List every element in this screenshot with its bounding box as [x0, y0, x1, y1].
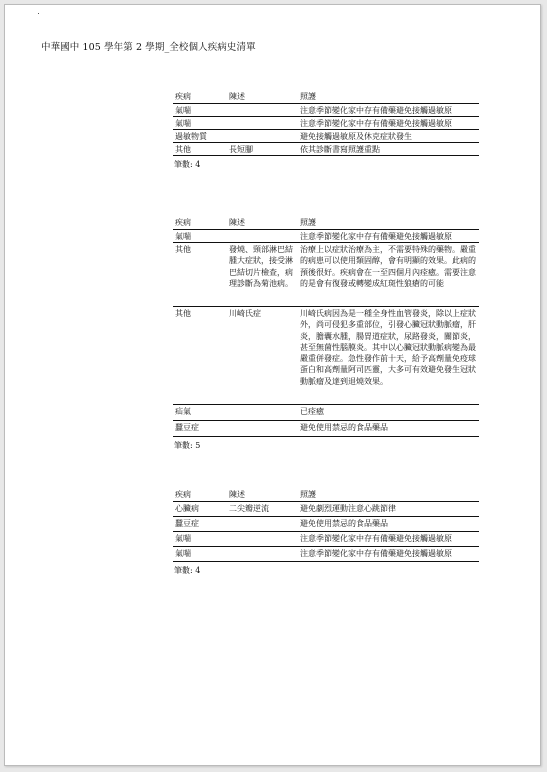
document-page	[4, 4, 541, 766]
corner-mark	[38, 13, 39, 14]
disease-cell: 心臟病	[175, 504, 199, 513]
disease-cell: 蠶豆症	[175, 519, 199, 528]
care-cell: 川崎氏病因為是一種全身性血管發炎，除以上症狀外，尚可侵犯多重部位，引發心臟冠狀動脈瘤，肝炎，膽囊水腫，腸胃道症狀，尿路發炎，關節炎，甚至無菌性腦膜炎。其中以心臟冠狀動脈病變為最嚴重併發症。急性發作前十天，給予高劑量免疫球蛋白和高劑量阿司匹靈，大多可有效避免發生冠狀動脈瘤及達到退燒效果。	[300, 309, 476, 386]
header-statement: 陳述	[229, 92, 245, 101]
header-care: 照護	[300, 218, 316, 227]
disease-cell: 其他	[175, 245, 191, 254]
document-title: 中華國中 105 學年第 2 學期_全校個人疾病史清單	[41, 42, 256, 53]
table-row	[173, 130, 479, 143]
table-header	[173, 91, 479, 104]
table-row	[173, 307, 479, 405]
record-count: 筆數: 4	[174, 160, 201, 169]
care-cell: 注意季節變化家中存有備藥避免接觸過敏原	[300, 119, 452, 128]
care-cell: 依其診斷書寫照護重點	[300, 145, 380, 154]
record-table-2	[173, 217, 479, 451]
disease-cell: 氣喘	[175, 549, 191, 558]
disease-cell: 氣喘	[175, 232, 191, 241]
table-row	[173, 405, 479, 421]
table-row	[173, 547, 479, 562]
header-disease: 疾病	[175, 92, 191, 101]
care-cell: 避免使用禁忌的食品藥品	[300, 423, 388, 432]
statement-cell: 川崎氏症	[229, 309, 261, 318]
care-cell: 注意季節變化家中存有備藥避免接觸過敏原	[300, 534, 452, 543]
header-disease: 疾病	[175, 218, 191, 227]
table-row	[173, 502, 479, 517]
disease-cell: 疝氣	[175, 407, 191, 416]
disease-cell: 氣喘	[175, 119, 191, 128]
statement-cell: 發燒、頸部淋巴結腫大症狀，接受淋巴結切片檢查，病理診斷為菊池病。	[229, 245, 293, 288]
disease-cell: 其他	[175, 145, 191, 154]
care-cell: 注意季節變化家中存有備藥避免接觸過敏原	[300, 549, 452, 558]
table-row	[173, 243, 479, 307]
header-statement: 陳述	[229, 218, 245, 227]
care-cell: 避免劇烈運動注意心跳節律	[300, 504, 396, 513]
table-row	[173, 532, 479, 547]
table-row	[173, 230, 479, 243]
record-count: 筆數: 5	[174, 441, 201, 450]
disease-cell: 蠶豆症	[175, 423, 199, 432]
table-row	[173, 143, 479, 156]
care-cell: 已痊癒	[300, 407, 324, 416]
care-cell: 避免使用禁忌的食品藥品	[300, 519, 388, 528]
table-row	[173, 421, 479, 437]
table-row	[173, 117, 479, 130]
disease-cell: 其他	[175, 309, 191, 318]
care-cell: 注意季節變化家中存有備藥避免接觸過敏原	[300, 106, 452, 115]
disease-cell: 氣喘	[175, 106, 191, 115]
table-header	[173, 217, 479, 230]
header-statement: 陳述	[229, 490, 245, 499]
record-table-1	[173, 91, 479, 170]
table-header	[173, 489, 479, 502]
header-care: 照護	[300, 490, 316, 499]
record-count: 筆數: 4	[174, 566, 201, 575]
care-cell: 治療上以症狀治療為主，不需要特殊的藥物。嚴重的病患可以使用類固醇，會有明顯的效果。此病的預後很好。疾病會在一至四個月內痊癒。需要注意的是會有復發或轉變成紅斑性狼瘡的可能	[300, 245, 476, 288]
statement-cell: 長短腳	[229, 145, 253, 154]
record-table-3	[173, 489, 479, 576]
header-disease: 疾病	[175, 490, 191, 499]
statement-cell: 二尖瓣逆流	[229, 504, 269, 513]
disease-cell: 氣喘	[175, 534, 191, 543]
disease-cell: 過敏物質	[175, 132, 207, 141]
table-row	[173, 517, 479, 532]
table-row	[173, 104, 479, 117]
header-care: 照護	[300, 92, 316, 101]
care-cell: 避免接觸過敏原及休克症狀發生	[300, 132, 412, 141]
care-cell: 注意季節變化家中存有備藥避免接觸過敏原	[300, 232, 452, 241]
